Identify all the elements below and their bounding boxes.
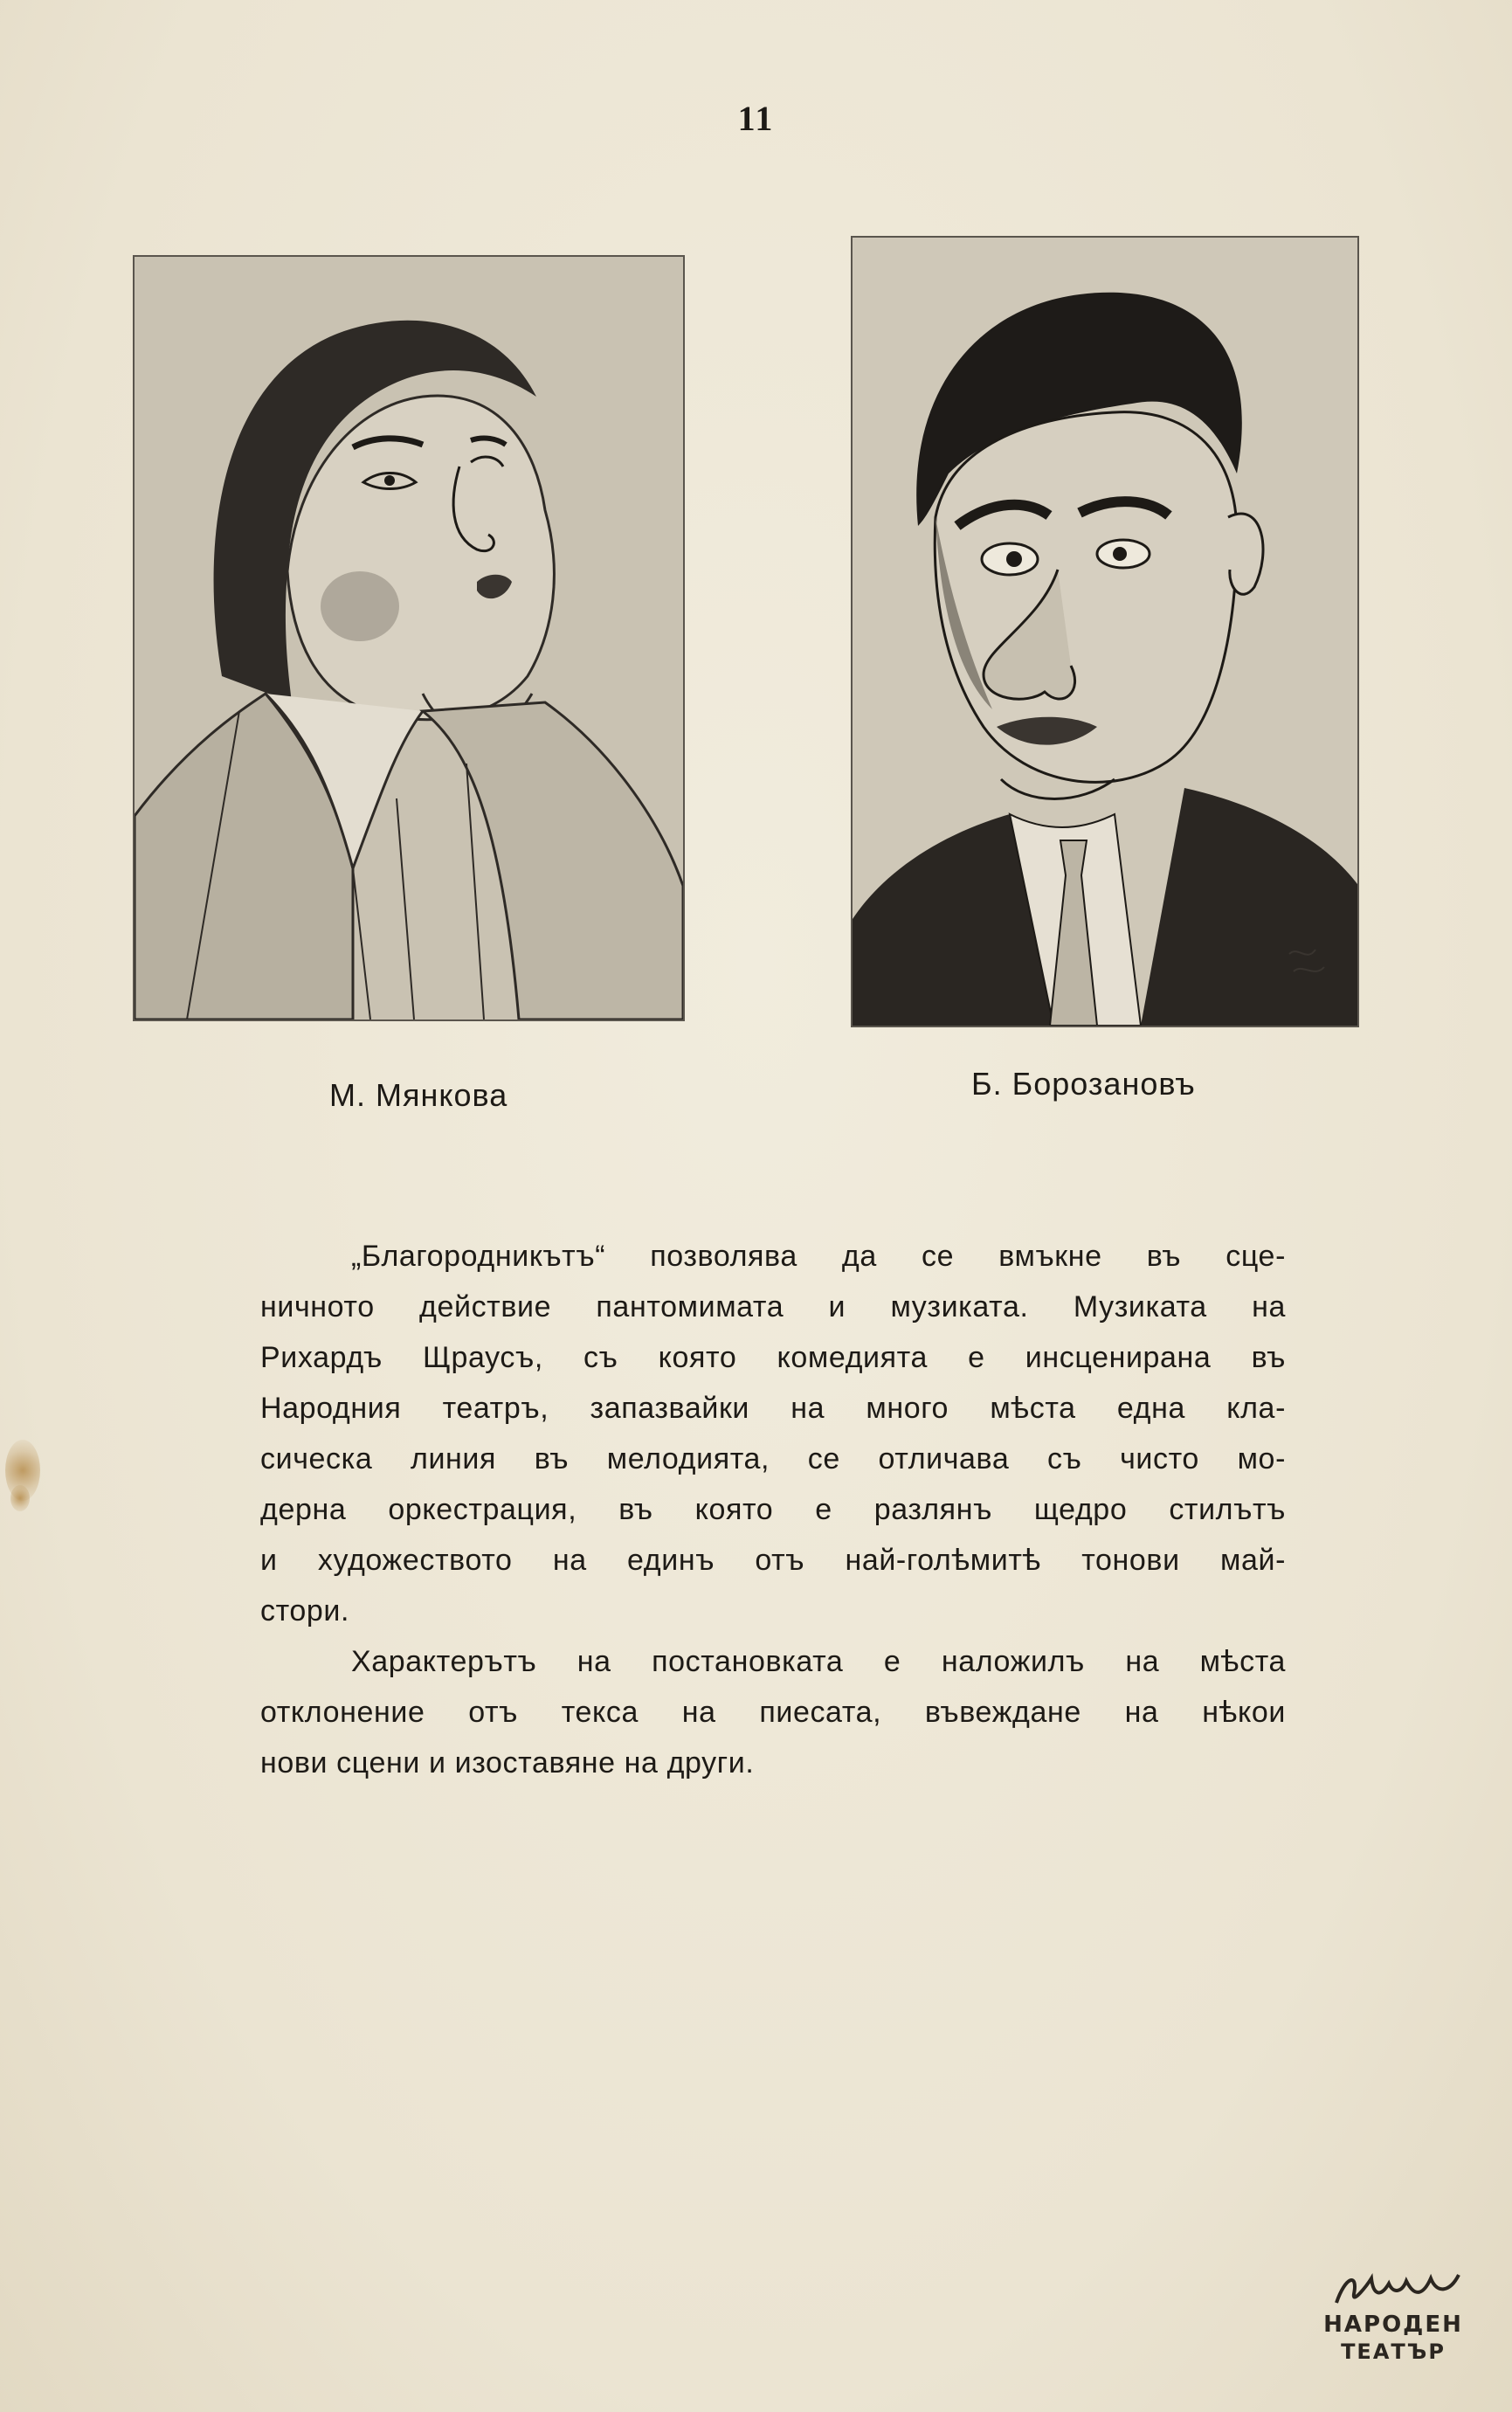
- portrait-borozanov: [851, 236, 1359, 1027]
- paper-stain: [10, 1485, 30, 1511]
- logo-line-2: ТЕАТЪР: [1341, 2339, 1446, 2364]
- paragraph-line: Народния театръ, запазвайки на много мѣста една кла-: [260, 1392, 1286, 1425]
- paragraph-line: сическа линия въ мелодията, се отличава съ чисто мо-: [260, 1442, 1286, 1476]
- paragraph-line: отклонение отъ текса на пиесата, въвеждане на нѣкои: [260, 1696, 1286, 1729]
- page-number: 11: [737, 99, 775, 138]
- national-theatre-logo: [1319, 2268, 1467, 2373]
- caricature-woman: [135, 257, 683, 1019]
- portrait-caption: М. Мянкова: [329, 1077, 508, 1113]
- paragraph-line: „Благородникътъ“ позволява да се вмъкне въ сце-: [351, 1240, 1286, 1273]
- paragraph-line: нови сцени и изоставяне на други.: [260, 1746, 755, 1780]
- portrait-myankova: [133, 255, 685, 1021]
- paragraph-line: Характерътъ на постановката е наложилъ на мѣста: [351, 1645, 1286, 1678]
- paragraph-line: Рихардъ Щраусъ, съ която комедията е инсценирана въ: [260, 1341, 1286, 1374]
- paragraph-line: стори.: [260, 1594, 350, 1628]
- paragraph-line: и художеството на единъ отъ най-голѣмитѣ тонови май-: [260, 1544, 1286, 1577]
- caricature-man: [853, 238, 1357, 1026]
- logo-line-1: НАРОДЕН: [1323, 2312, 1463, 2338]
- logo-signature-icon: [1319, 2268, 1467, 2312]
- paragraph-line: дерна оркестрация, въ която е разлянъ щедро стилътъ: [260, 1493, 1286, 1526]
- paragraph-line: ничното действие пантомимата и музиката. Музиката на: [260, 1290, 1286, 1323]
- body-text: [260, 1234, 1286, 1791]
- portrait-caption: Б. Борозановъ: [971, 1066, 1196, 1102]
